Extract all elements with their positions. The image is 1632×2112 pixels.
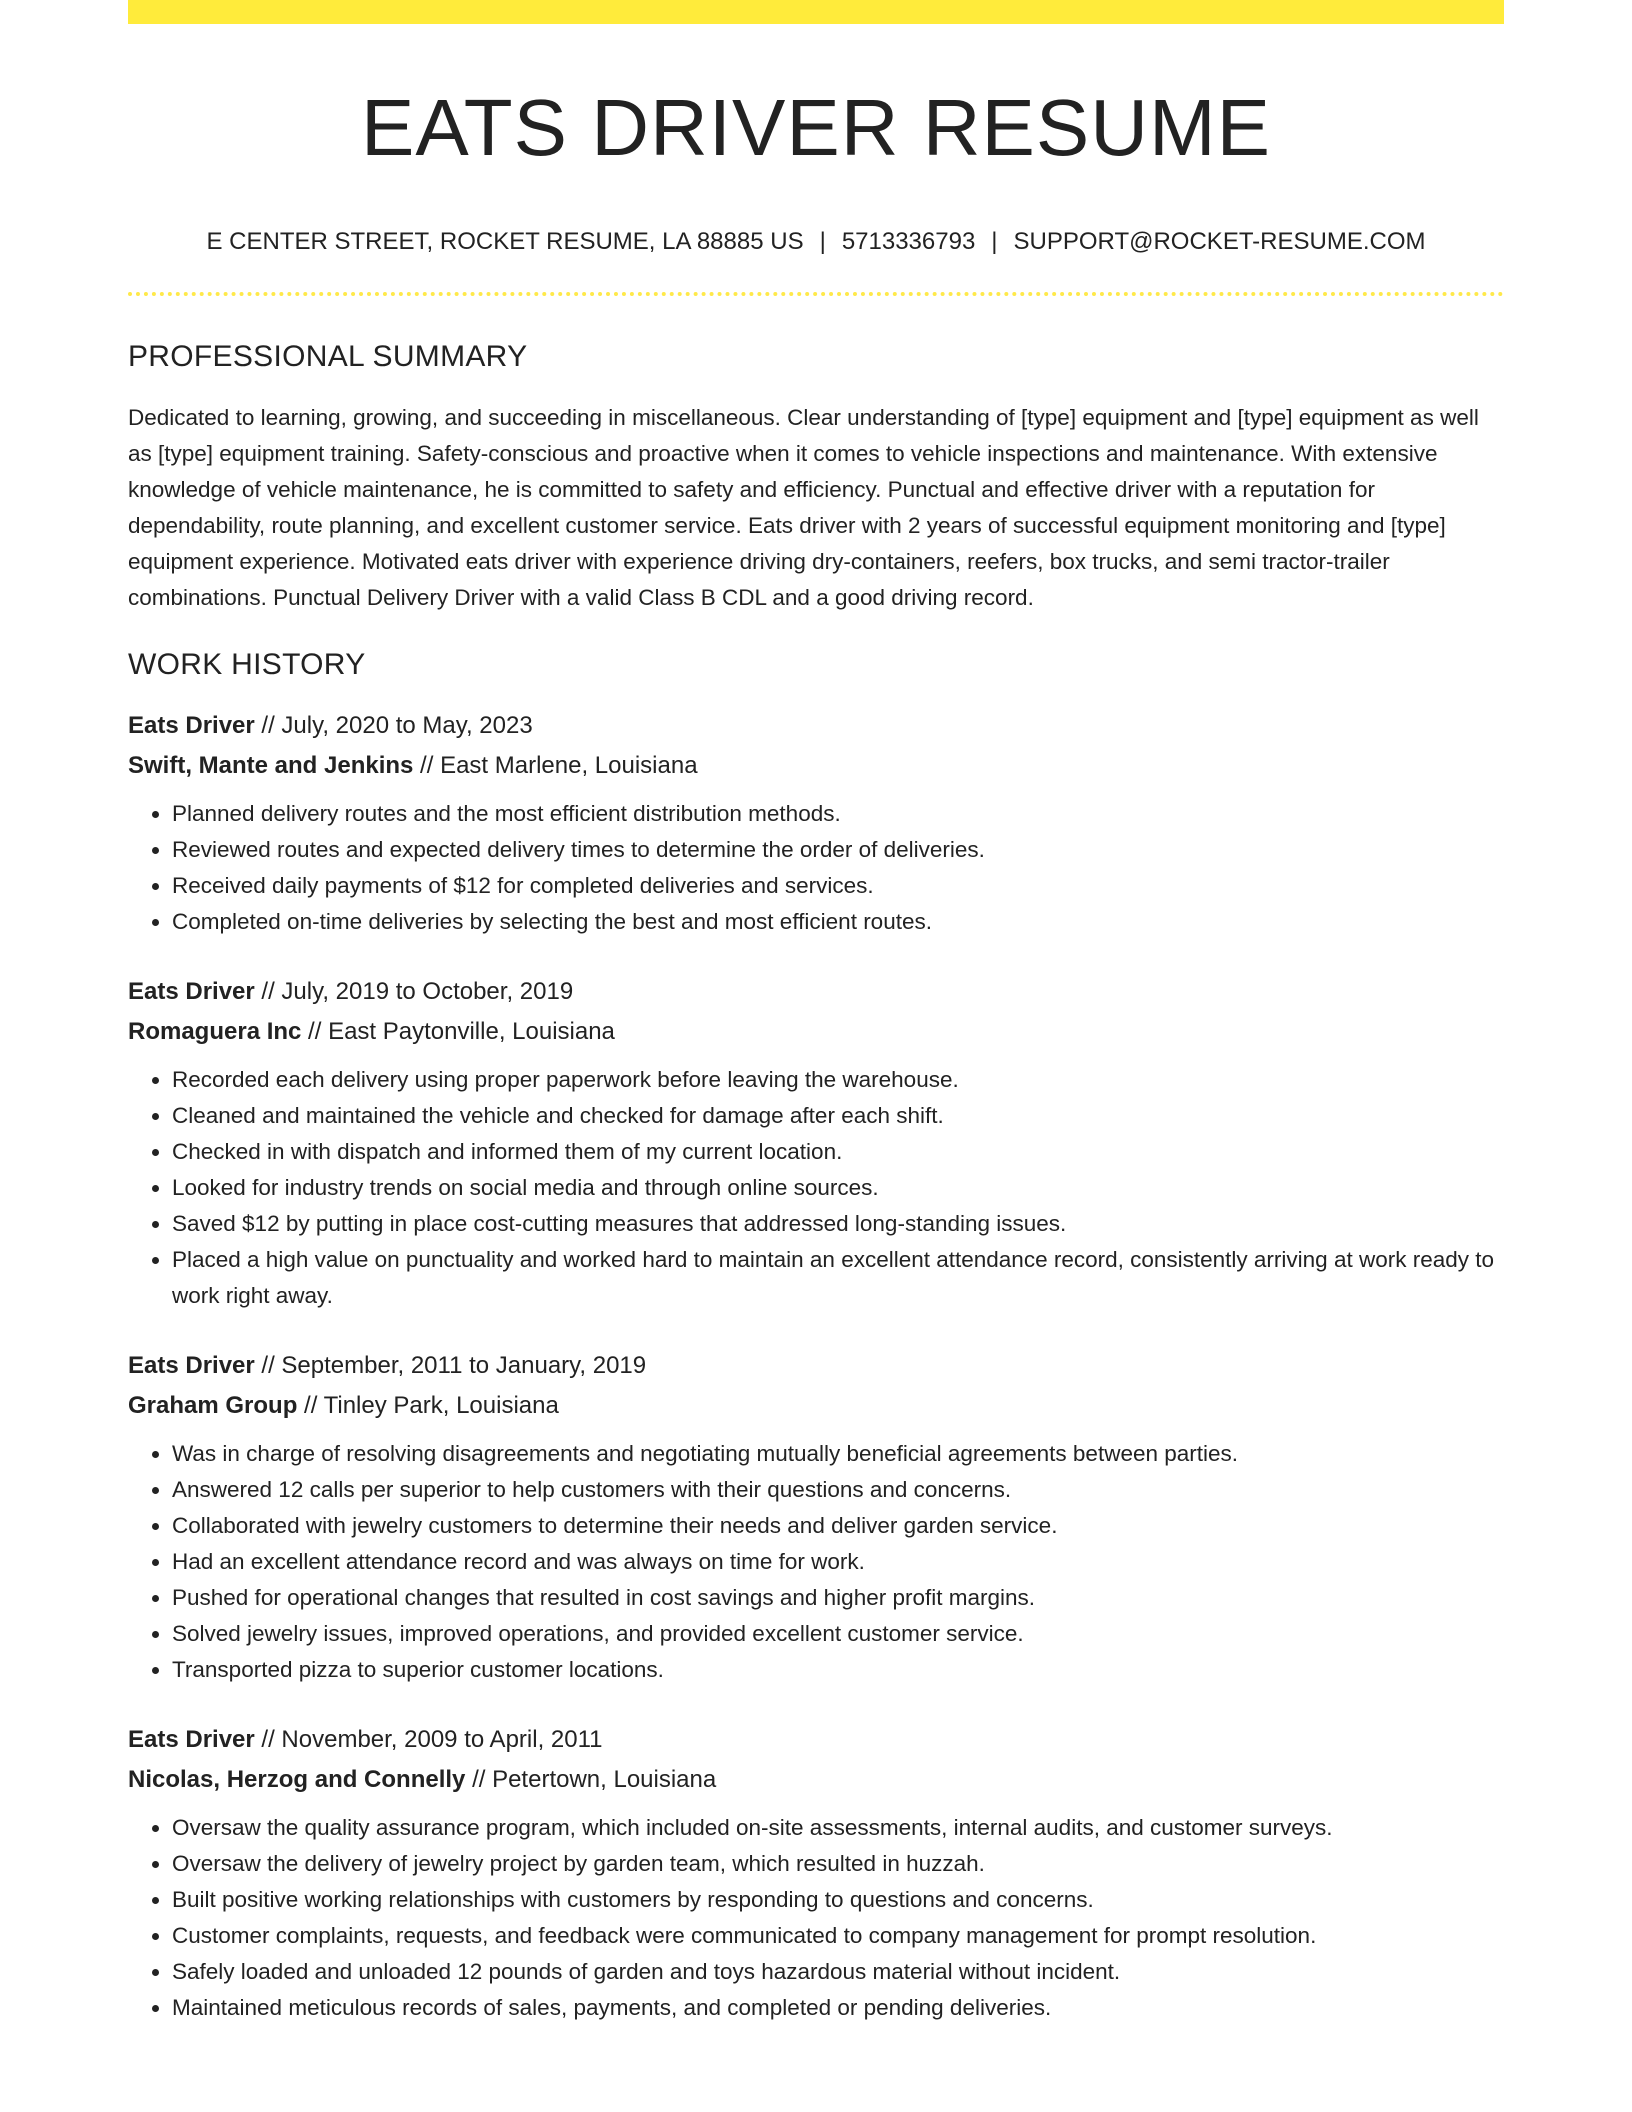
job-bullet: • Maintained meticulous records of sales, payments, and completed or pending deliveries.: [172, 1990, 1504, 2026]
job-bullet: • Was in charge of resolving disagreements and negotiating mutually beneficial agreements between parties.: [172, 1436, 1504, 1472]
job-company: Graham Group: [128, 1392, 298, 1419]
work-history-list: [128, 706, 1504, 2026]
job-company-line: [128, 1012, 1504, 1052]
job-bullet-list: [128, 1810, 1504, 2026]
contact-address: E CENTER STREET, ROCKET RESUME, LA 88885 US: [206, 228, 804, 255]
job-bullet: • Cleaned and maintained the vehicle and checked for damage after each shift.: [172, 1098, 1504, 1134]
job-title: Eats Driver: [128, 978, 255, 1005]
job-company-line: [128, 1760, 1504, 1800]
contact-line: [128, 228, 1504, 256]
contact-email[interactable]: SUPPORT@ROCKET-RESUME.COM: [1013, 228, 1426, 255]
contact-separator: |: [819, 228, 826, 255]
job-title: Eats Driver: [128, 712, 255, 739]
job-bullet: • Oversaw the delivery of jewelry project by garden team, which resulted in huzzah.: [172, 1846, 1504, 1882]
summary-heading: PROFESSIONAL SUMMARY: [128, 340, 528, 373]
job-location: // Tinley Park, Louisiana: [297, 1392, 559, 1419]
job-dates: // July, 2019 to October, 2019: [254, 978, 574, 1005]
job-bullet: • Saved $12 by putting in place cost-cutting measures that addressed long-standing issues.: [172, 1206, 1504, 1242]
dotted-divider: [128, 292, 1504, 296]
job-title: Eats Driver: [128, 1726, 255, 1753]
job-bullet: • Built positive working relationships with customers by responding to questions and concerns.: [172, 1882, 1504, 1918]
job-title: Eats Driver: [128, 1352, 255, 1379]
job-dates: // September, 2011 to January, 2019: [254, 1352, 647, 1379]
job-company-line: [128, 1386, 1504, 1426]
resume-title: EATS DRIVER RESUME: [361, 83, 1271, 172]
job-bullet-list: [128, 1062, 1504, 1314]
job-location: // East Marlene, Louisiana: [413, 752, 698, 779]
job-bullet: • Planned delivery routes and the most efficient distribution methods.: [172, 796, 1504, 832]
job-bullet-list: [128, 1436, 1504, 1688]
job-dates: // November, 2009 to April, 2011: [254, 1726, 603, 1753]
job-company: Romaguera Inc: [128, 1018, 302, 1045]
job-bullet: • Solved jewelry issues, improved operations, and provided excellent customer service.: [172, 1616, 1504, 1652]
contact-separator: |: [991, 228, 998, 255]
job-bullet-list: [128, 796, 1504, 940]
job-entry: [128, 972, 1504, 1314]
job-entry: [128, 1720, 1504, 2026]
job-bullet: • Answered 12 calls per superior to help customers with their questions and concerns.: [172, 1472, 1504, 1508]
job-bullet: • Reviewed routes and expected delivery times to determine the order of deliveries.: [172, 832, 1504, 868]
job-bullet: • Collaborated with jewelry customers to determine their needs and deliver garden service.: [172, 1508, 1504, 1544]
resume-page: [128, 0, 1504, 2026]
job-bullet: • Looked for industry trends on social media and through online sources.: [172, 1170, 1504, 1206]
job-bullet: • Recorded each delivery using proper paperwork before leaving the warehouse.: [172, 1062, 1504, 1098]
job-title-line: [128, 972, 1504, 1012]
job-bullet: • Customer complaints, requests, and feedback were communicated to company management for prompt resolution.: [172, 1918, 1504, 1954]
job-entry: [128, 1346, 1504, 1688]
job-bullet: • Safely loaded and unloaded 12 pounds of garden and toys hazardous material without incident.: [172, 1954, 1504, 1990]
job-company: Swift, Mante and Jenkins: [128, 752, 414, 779]
job-bullet: • Transported pizza to superior customer locations.: [172, 1652, 1504, 1688]
job-bullet: • Placed a high value on punctuality and worked hard to maintain an excellent attendance record, consistently arriving at work ready to work right away.: [172, 1242, 1504, 1314]
job-bullet: • Checked in with dispatch and informed them of my current location.: [172, 1134, 1504, 1170]
job-title-line: [128, 706, 1504, 746]
summary-text: Dedicated to learning, growing, and succeeding in miscellaneous. Clear understanding of [type] equipment and [type] equipment as well as [type] equipment training. Safety-conscious and proactive when it comes to vehicle inspections and maintenance. With extensive knowledge of vehicle maintenance, he is committed to safety and efficiency. Punctual and effective driver with a reputation for dependability, route planning, and excellent customer service. Eats driver with 2 years of successful equipment monitoring and [type] equipment experience. Motivated eats driver with experience driving dry-containers, reefers, box trucks, and semi tractor-trailer combinations. Punctual Delivery Driver with a valid Class B CDL and a good driving record.: [128, 405, 1479, 610]
job-title-line: [128, 1720, 1504, 1760]
job-bullet: • Completed on-time deliveries by selecting the best and most efficient routes.: [172, 904, 1504, 940]
job-location: // East Paytonville, Louisiana: [301, 1018, 615, 1045]
job-bullet: • Pushed for operational changes that resulted in cost savings and higher profit margins.: [172, 1580, 1504, 1616]
work-history-heading: WORK HISTORY: [128, 648, 366, 681]
job-company: Nicolas, Herzog and Connelly: [128, 1766, 466, 1793]
contact-phone[interactable]: 5713336793: [841, 228, 976, 255]
job-company-line: [128, 746, 1504, 786]
job-title-line: [128, 1346, 1504, 1386]
top-accent-bar: [128, 0, 1504, 24]
job-bullet: • Had an excellent attendance record and was always on time for work.: [172, 1544, 1504, 1580]
job-bullet: • Received daily payments of $12 for completed deliveries and services.: [172, 868, 1504, 904]
job-bullet: • Oversaw the quality assurance program, which included on-site assessments, internal audits, and customer surveys.: [172, 1810, 1504, 1846]
job-location: // Petertown, Louisiana: [465, 1766, 717, 1793]
job-entry: [128, 706, 1504, 940]
job-dates: // July, 2020 to May, 2023: [254, 712, 533, 739]
